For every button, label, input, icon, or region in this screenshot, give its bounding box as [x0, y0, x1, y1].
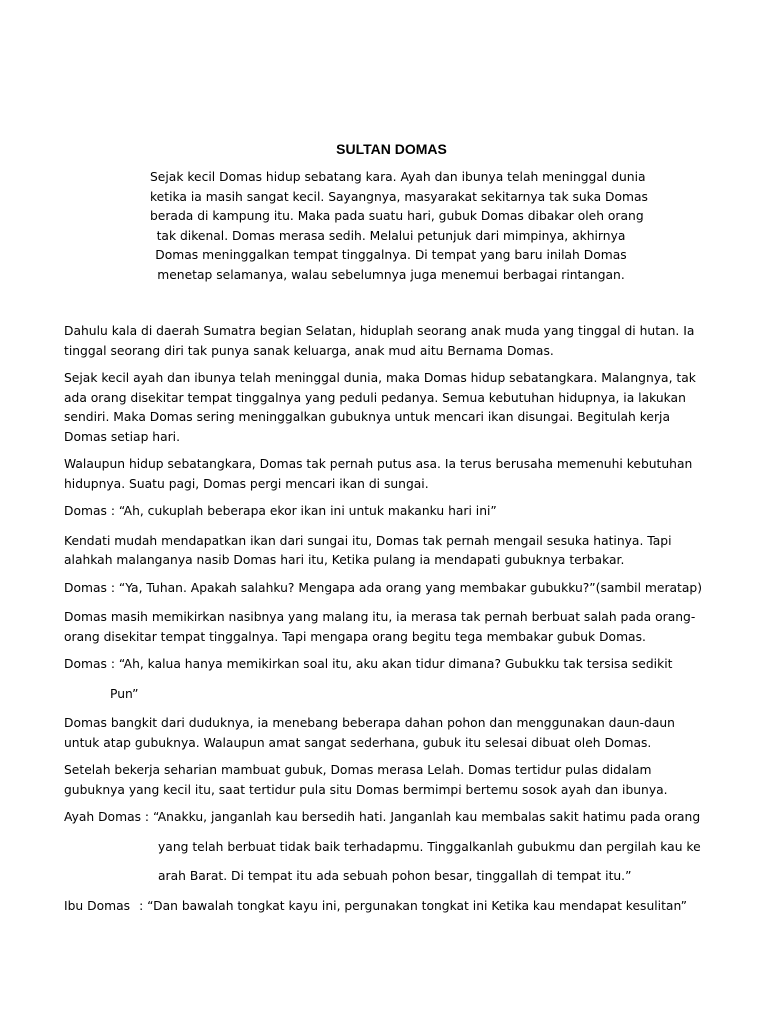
abstract: [150, 168, 648, 285]
dialogue-continuation: arah Barat. Di tempat itu ada sebuah pohon besar, tinggallah di tempat itu.”: [158, 869, 632, 883]
paragraph: [64, 369, 714, 447]
paragraph-line: ada orang disekitar tempat tinggalnya yang peduli pedanya. Semua kebutuhan hidupnya, ia lakukan: [64, 390, 686, 405]
paragraph: [64, 608, 714, 647]
dialogue-line: Ayah Domas : “Anakku, janganlah kau bersedih hati. Janganlah kau membalas sakit hatimu pada orang: [64, 810, 701, 824]
paragraph-line: Dahulu kala di daerah Sumatra begian Selatan, hiduplah seorang anak muda yang tinggal di hutan. Ia: [64, 324, 695, 338]
paragraph-line: Kendati mudah mendapatkan ikan dari sungai itu, Domas tak pernah mengail sesuka hatinya. Tapi: [64, 533, 672, 548]
page-title: SULTAN DOMAS: [336, 141, 447, 157]
abstract-line: Sejak kecil Domas hidup sebatang kara. Ayah dan ibunya telah meninggal dunia: [150, 170, 646, 184]
paragraph-line: Walaupun hidup sebatangkara, Domas tak pernah putus asa. Ia terus berusaha memenuhi kebutuhan: [64, 457, 693, 471]
paragraph: [64, 532, 714, 571]
story-body: [64, 322, 714, 926]
paragraph: [64, 761, 714, 800]
speaker-name: Ibu Domas: [64, 898, 131, 913]
paragraph: [64, 714, 714, 753]
abstract-line: ketika ia masih sangat kecil. Sayangnya, masyarakat sekitarnya tak suka Domas: [150, 189, 648, 204]
abstract-line: tak dikenal. Domas merasa sedih. Melalui petunjuk dari mimpinya, akhirnya: [156, 228, 626, 243]
dialogue-line: [64, 897, 714, 917]
paragraph-line: tinggal seorang diri tak punya sanak keluarga, anak mud aitu Bernama Domas.: [64, 343, 554, 358]
paragraph: [64, 322, 714, 361]
dialogue-text: : “Dan bawalah tongkat kayu ini, pergunakan tongkat ini Ketika kau mendapat kesulitan”: [139, 898, 687, 913]
abstract-line: menetap selamanya, walau sebelumnya juga menemui berbagai rintangan.: [157, 267, 625, 282]
paragraph-line: alahkah malanganya nasib Domas hari itu, Ketika pulang ia mendapati gubuknya terbakar.: [64, 553, 625, 567]
paragraph-line: sendiri. Maka Domas sering meninggalkan gubuknya untuk mencari ikan disungai. Begitulah kerja: [64, 410, 670, 424]
dialogue-line: Domas : “Ah, cukuplah beberapa ekor ikan ini untuk makanku hari ini”: [64, 504, 497, 518]
paragraph: [64, 455, 714, 494]
paragraph-line: Sejak kecil ayah dan ibunya telah meninggal dunia, maka Domas hidup sebatangkara. Malangnya, tak: [64, 371, 696, 385]
dialogue-continuation: Pun”: [110, 686, 139, 701]
paragraph-line: Domas bangkit dari duduknya, ia menebang beberapa dahan pohon dan menggunakan daun-daun: [64, 716, 675, 730]
dialogue-line: Domas : “Ya, Tuhan. Apakah salahku? Mengapa ada orang yang membakar gubukku?”(sambil meratap): [64, 580, 703, 595]
paragraph-line: orang disekitar tempat tinggalnya. Tapi mengapa orang begitu tega membakar gubuk Domas.: [64, 629, 646, 644]
dialogue-line: Domas : “Ah, kalua hanya memikirkan soal itu, aku akan tidur dimana? Gubukku tak tersisa sedikit: [64, 657, 673, 671]
paragraph-line: untuk atap gubuknya. Walaupun amat sangat sederhana, gubuk itu selesai dibuat oleh Domas.: [64, 735, 652, 750]
paragraph-line: Domas setiap hari.: [64, 429, 180, 444]
abstract-line: berada di kampung itu. Maka pada suatu hari, gubuk Domas dibakar oleh orang: [150, 209, 644, 223]
paragraph-line: Setelah bekerja seharian mambuat gubuk, Domas merasa Lelah. Domas tertidur pulas didalam: [64, 763, 652, 777]
paragraph-line: Domas masih memikirkan nasibnya yang malang itu, ia merasa tak pernah berbuat salah pada orang-: [64, 610, 696, 624]
paragraph-line: gubuknya yang kecil itu, saat tertidur pula situ Domas bermimpi bertemu sosok ayah dan ibunya.: [64, 782, 668, 797]
dialogue-continuation: yang telah berbuat tidak baik terhadapmu. Tinggalkanlah gubukmu dan pergilah kau ke: [158, 839, 701, 854]
abstract-line: Domas meninggalkan tempat tinggalnya. Di tempat yang baru inilah Domas: [155, 248, 627, 262]
paragraph-line: hidupnya. Suatu pagi, Domas pergi mencari ikan di sungai.: [64, 476, 429, 491]
